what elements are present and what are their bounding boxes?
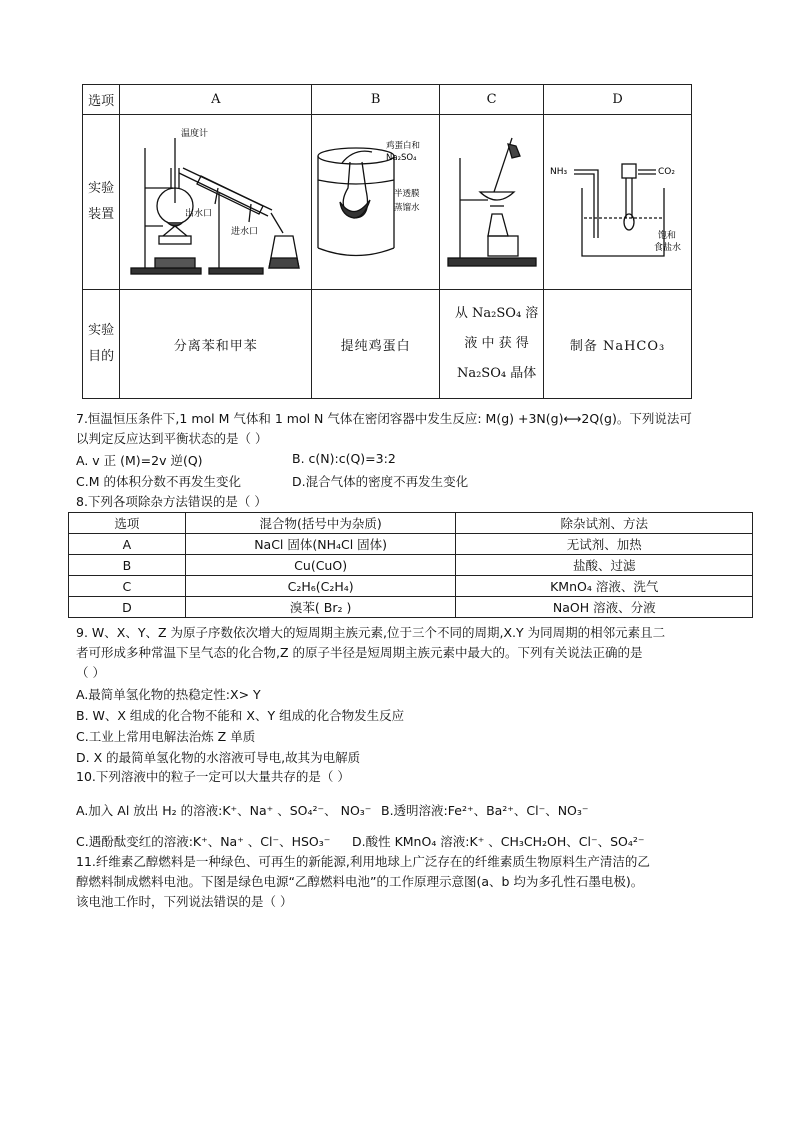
header-cell: A	[120, 85, 312, 115]
apparatus-header-row	[83, 85, 692, 115]
purpose-b: 提纯鸡蛋白	[312, 290, 440, 399]
q9-option-a: A.最简单氢化物的热稳定性:X> Y	[76, 687, 261, 702]
header-cell: 除杂试剂、方法	[456, 513, 753, 534]
purpose-a: 分离苯和甲苯	[120, 290, 312, 399]
q9-stem-line3: （ ）	[76, 665, 105, 680]
header-cell: D	[544, 85, 692, 115]
option-cell: B	[69, 555, 186, 576]
row-label-line: 目的	[88, 349, 115, 364]
option-cell: A	[69, 534, 186, 555]
mixture-cell: Cu(CuO)	[185, 555, 456, 576]
distilled-water-label: 蒸馏水	[393, 202, 420, 213]
option-cell: C	[69, 576, 186, 597]
mixture-cell: NaCl 固体(NH₄Cl 固体)	[185, 534, 456, 555]
table-row	[69, 555, 753, 576]
nahco3-diagram	[546, 118, 690, 283]
egg-white-label: 鸡蛋白和	[385, 140, 420, 151]
distillation-diagram	[123, 118, 308, 283]
apparatus-table	[82, 84, 692, 399]
q7-stem-line1: 7.恒温恒压条件下,1 mol M 气体和 1 mol N 气体在密闭容器中发生反应: M(g) +3N(g)⟷2Q(g)。下列说法可	[76, 411, 692, 426]
method-cell: KMnO₄ 溶液、洗气	[456, 576, 753, 597]
q7-stem-line2: 以判定反应达到平衡状态的是（ ）	[76, 431, 268, 446]
q10-option-d: D.酸性 KMnO₄ 溶液:K⁺ 、CH₃CH₂OH、Cl⁻、SO₄²⁻	[352, 834, 645, 849]
apparatus-diagram-row	[83, 115, 692, 290]
q7-option-d: D.混合气体的密度不再发生变化	[292, 474, 469, 489]
purpose-c-line: Na₂SO₄ 晶体	[456, 366, 537, 381]
mixture-cell: C₂H₆(C₂H₄)	[185, 576, 456, 597]
q11-stem-line1: 11.纤维素乙醇燃料是一种绿色、可再生的新能源,利用地球上广泛存在的纤维素质生物原料生产清洁的乙	[76, 854, 650, 869]
method-cell: NaOH 溶液、分液	[456, 597, 753, 618]
q10-option-b: B.透明溶液:Fe²⁺、Ba²⁺、Cl⁻、NO₃⁻	[381, 803, 589, 818]
q9-option-c: C.工业上常用电解法治炼 Z 单质	[76, 729, 256, 744]
q10-stem: 10.下列溶液中的粒子一定可以大量共存的是（ ）	[76, 769, 350, 784]
q9-option-b: B. W、X 组成的化合物不能和 X、Y 组成的化合物发生反应	[76, 708, 405, 723]
q10-option-c: C.遇酚酞变红的溶液:K⁺、Na⁺ 、Cl⁻、HSO₃⁻	[76, 834, 331, 849]
brine-label: 食盐水	[653, 242, 681, 253]
table-row	[69, 597, 753, 618]
row-label-line: 实验	[88, 181, 115, 196]
q11-stem-line2: 醇燃料制成燃料电池。下图是绿色电源“乙醇燃料电池”的工作原理示意图(a、b 均为多孔性石墨电极)。	[76, 874, 644, 889]
table-row	[69, 534, 753, 555]
row-label-line: 实验	[88, 323, 115, 338]
evaporation-diagram	[442, 118, 542, 283]
row-label-apparatus	[83, 115, 120, 290]
na2so4-label: Na₂SO₄	[385, 152, 417, 163]
q7-option-c: C.M 的体积分数不再发生变化	[76, 474, 241, 489]
mixture-cell: 溴苯( Br₂ )	[185, 597, 456, 618]
saturated-label: 饱和	[657, 230, 676, 241]
header-cell: 混合物(括号中为杂质)	[185, 513, 456, 534]
q8-stem: 8.下列各项除杂方法错误的是（ ）	[76, 494, 267, 509]
diagram-b-cell	[312, 115, 440, 290]
q9-stem-line2: 者可形成多种常温下呈气态的化合物,Z 的原子半径是短周期主族元素中最大的。下列有关说法正确的是	[76, 645, 643, 660]
membrane-label: 半透膜	[393, 188, 420, 199]
option-cell: D	[69, 597, 186, 618]
diagram-a-cell	[120, 115, 312, 290]
diagram-d-cell	[544, 115, 692, 290]
purpose-c-line: 液 中 获 得	[464, 336, 529, 351]
header-cell: 选项	[69, 513, 186, 534]
row-label-purpose	[83, 290, 120, 399]
nh3-label: NH₃	[549, 166, 567, 177]
q9-stem-line1: 9. W、X、Y、Z 为原子序数依次增大的短周期主族元素,位于三个不同的周期,X.Y 为同周期的相邻元素且二	[76, 625, 666, 640]
thermometer-label: 温度计	[181, 128, 209, 139]
method-cell: 无试剂、加热	[456, 534, 753, 555]
q7-option-a: A. v 正 (M)=2v 逆(Q)	[76, 453, 203, 468]
apparatus-purpose-row	[83, 290, 692, 399]
header-cell: 选项	[83, 85, 120, 115]
purpose-c-line: 从 Na₂SO₄ 溶	[454, 306, 539, 321]
impurity-table	[68, 512, 753, 618]
purpose-d: 制备 NaHCO₃	[544, 290, 692, 399]
inlet-label: 进水口	[231, 226, 259, 237]
outlet-label: 出水口	[185, 208, 213, 219]
purpose-c	[440, 290, 544, 399]
impurity-header-row	[69, 513, 753, 534]
co2-label: CO₂	[657, 166, 675, 177]
q7-option-b: B. c(N):c(Q)=3:2	[292, 451, 396, 466]
diagram-c-cell	[440, 115, 544, 290]
q9-option-d: D. X 的最简单氢化物的水溶液可导电,故其为电解质	[76, 750, 361, 765]
method-cell: 盐酸、过滤	[456, 555, 753, 576]
q11-stem-line3: 该电池工作时，下列说法错误的是（ ）	[76, 894, 293, 909]
header-cell: C	[440, 85, 544, 115]
header-cell: B	[312, 85, 440, 115]
row-label-line: 装置	[88, 207, 115, 222]
table-row	[69, 576, 753, 597]
q10-option-a: A.加入 Al 放出 H₂ 的溶液:K⁺、Na⁺ 、SO₄²⁻、 NO₃⁻	[76, 803, 372, 818]
dialysis-diagram	[314, 118, 438, 283]
